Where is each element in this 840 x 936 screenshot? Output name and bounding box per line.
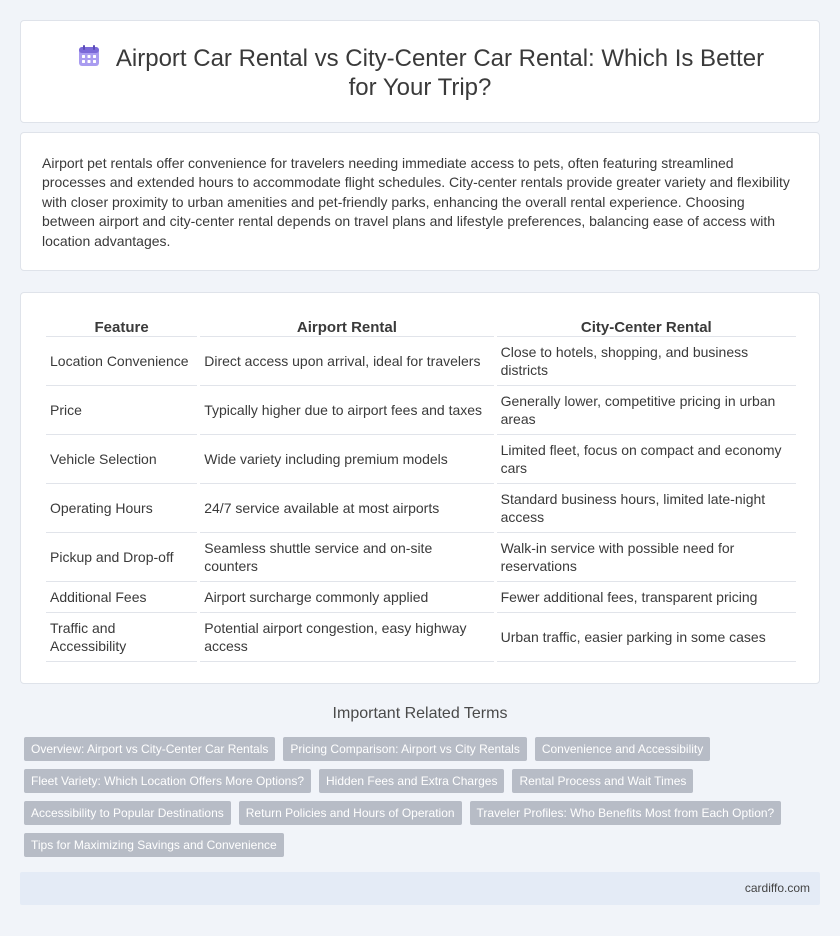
- related-term-tag[interactable]: Traveler Profiles: Who Benefits Most from Each Option?: [470, 801, 782, 825]
- calendar-grid-icon: [76, 43, 102, 69]
- table-row: [46, 337, 796, 386]
- table-row: [46, 582, 796, 613]
- related-term-tag[interactable]: Rental Process and Wait Times: [512, 769, 693, 793]
- table-row: [46, 613, 796, 662]
- table-row: [46, 533, 796, 582]
- page-title-text: Airport Car Rental vs City-Center Car Rental: Which Is Better for Your Trip?: [115, 45, 765, 101]
- page-title: [61, 43, 779, 102]
- table-cell: Seamless shuttle service and on-site counters: [200, 533, 493, 582]
- table-cell: Potential airport congestion, easy highway access: [200, 613, 493, 662]
- table-cell: Walk-in service with possible need for reservations: [497, 533, 796, 582]
- related-term-tag[interactable]: Accessibility to Popular Destinations: [24, 801, 231, 825]
- table-cell: Close to hotels, shopping, and business districts: [497, 337, 796, 386]
- table-row: [46, 435, 796, 484]
- related-term-tag[interactable]: Return Policies and Hours of Operation: [239, 801, 462, 825]
- table-cell: Airport surcharge commonly applied: [200, 582, 493, 613]
- intro-card: [20, 132, 820, 271]
- table-cell: Operating Hours: [46, 484, 197, 533]
- table-header-row: [46, 315, 796, 337]
- related-terms-list: [24, 737, 814, 857]
- header-city-center: City-Center Rental: [497, 315, 796, 337]
- footer-site-link[interactable]: cardiffo.com: [744, 881, 810, 895]
- table-cell: Traffic and Accessibility: [46, 613, 197, 662]
- related-term-tag[interactable]: Pricing Comparison: Airport vs City Rentals: [283, 737, 526, 761]
- table-cell: Vehicle Selection: [46, 435, 197, 484]
- table-cell: Standard business hours, limited late-night access: [497, 484, 796, 533]
- table-cell: Limited fleet, focus on compact and economy cars: [497, 435, 796, 484]
- table-row: [46, 386, 796, 435]
- related-term-tag[interactable]: Hidden Fees and Extra Charges: [319, 769, 504, 793]
- table-cell: Pickup and Drop-off: [46, 533, 197, 582]
- header-card: [20, 20, 820, 123]
- header-airport: Airport Rental: [200, 315, 493, 337]
- table-cell: Urban traffic, easier parking in some cases: [497, 613, 796, 662]
- table-cell: Direct access upon arrival, ideal for travelers: [200, 337, 493, 386]
- related-term-tag[interactable]: Tips for Maximizing Savings and Convenience: [24, 833, 284, 857]
- footer: [20, 872, 820, 905]
- related-term-tag[interactable]: Fleet Variety: Which Location Offers More Options?: [24, 769, 311, 793]
- related-term-tag[interactable]: Overview: Airport vs City-Center Car Rentals: [24, 737, 275, 761]
- table-cell: Location Convenience: [46, 337, 197, 386]
- comparison-table-card: [20, 292, 820, 684]
- header-feature: Feature: [46, 315, 197, 337]
- table-cell: Additional Fees: [46, 582, 197, 613]
- table-cell: 24/7 service available at most airports: [200, 484, 493, 533]
- comparison-table: [43, 315, 799, 662]
- table-cell: Price: [46, 386, 197, 435]
- table-cell: Fewer additional fees, transparent pricing: [497, 582, 796, 613]
- table-cell: Wide variety including premium models: [200, 435, 493, 484]
- table-row: [46, 484, 796, 533]
- related-term-tag[interactable]: Convenience and Accessibility: [535, 737, 710, 761]
- table-cell: Typically higher due to airport fees and taxes: [200, 386, 493, 435]
- table-cell: Generally lower, competitive pricing in urban areas: [497, 386, 796, 435]
- related-terms-heading: Important Related Terms: [332, 705, 508, 722]
- intro-paragraph: Airport pet rentals offer convenience for travelers needing immediate access to pets, often featuring streamlined processes and extended hours to accommodate flight schedules. City-center rentals provide greater variety and flexibility with closer proximity to urban amenities and pet-friendly parks, enhancing the overall rental experience. Choosing between airport and city-center rental depends on travel plans and lifestyle preferences, balancing ease of access with location advantages.: [42, 155, 790, 249]
